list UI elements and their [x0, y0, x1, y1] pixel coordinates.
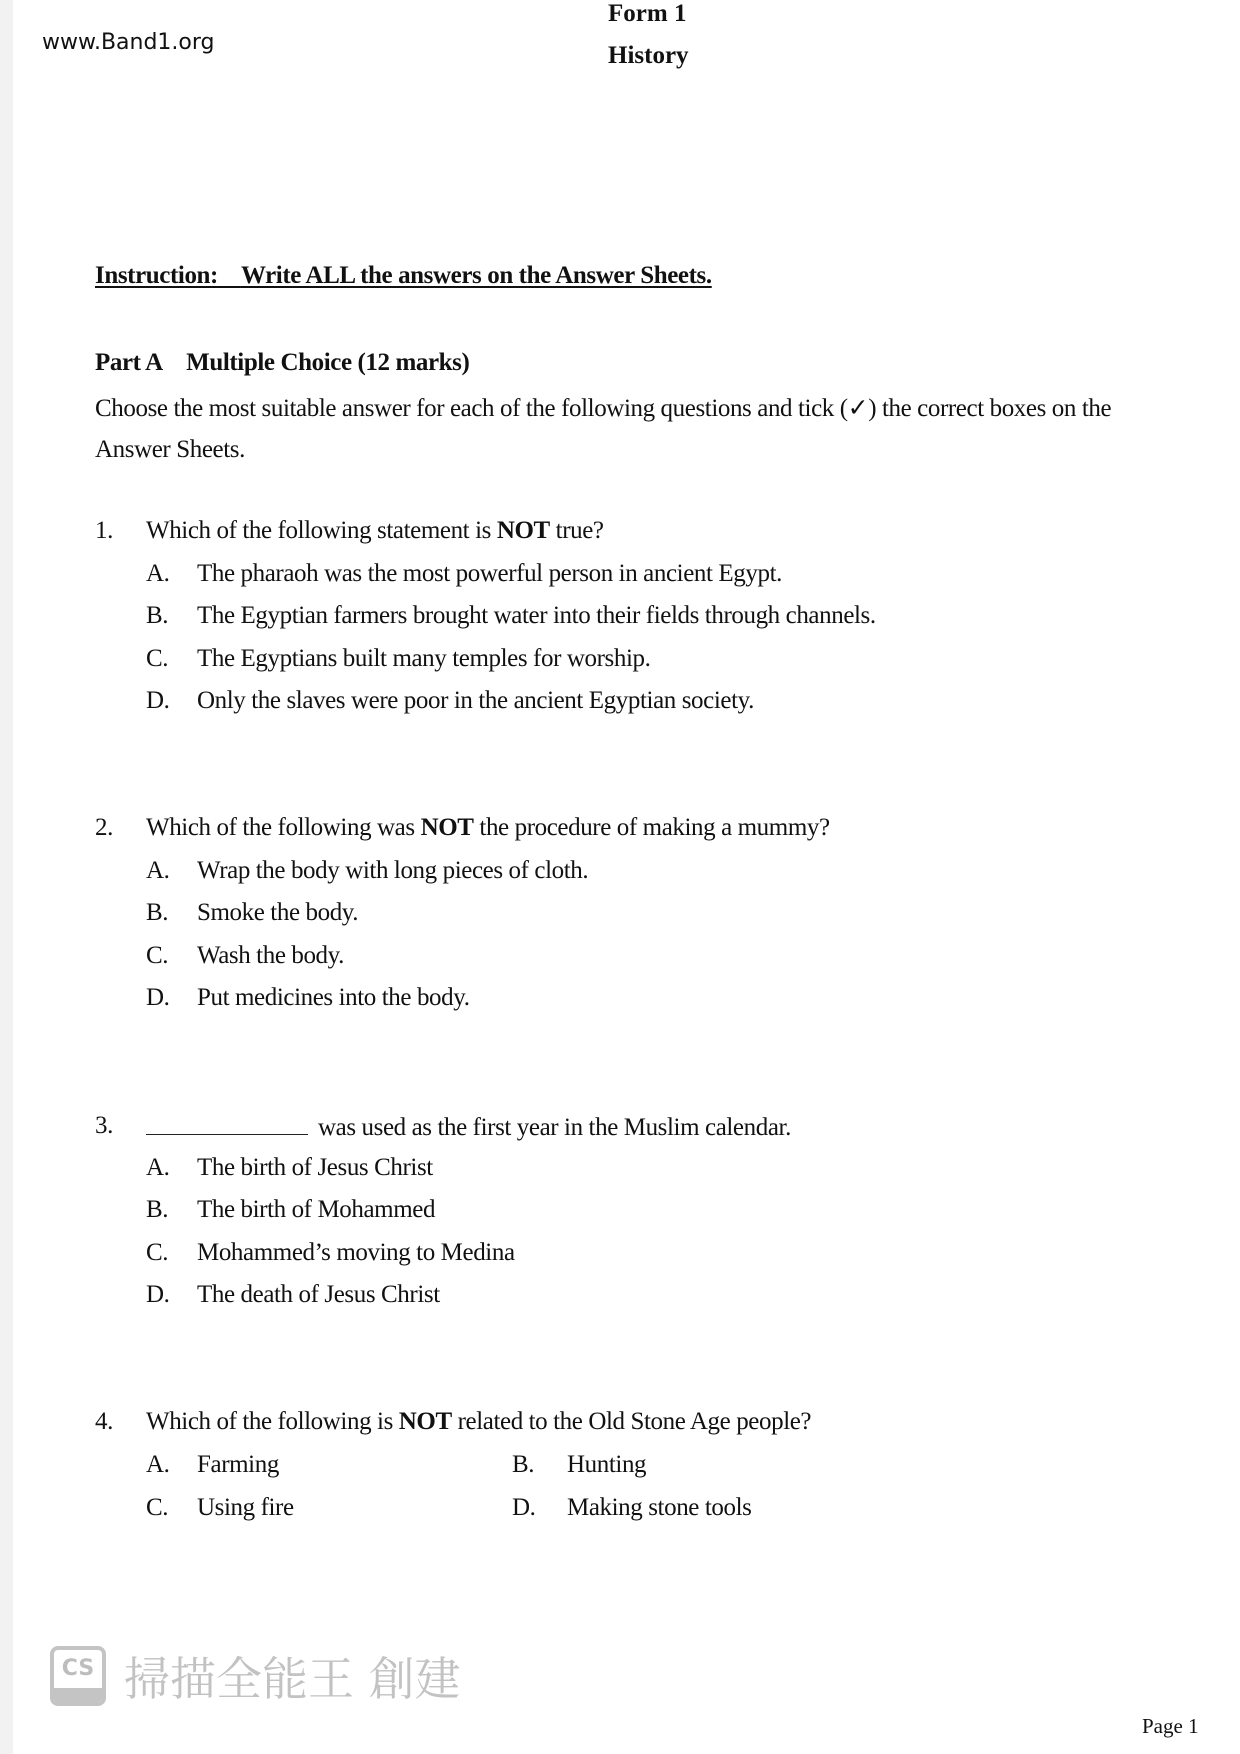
- form-heading: Form 1: [608, 0, 687, 27]
- stem-post: related to the Old Stone Age people?: [451, 1408, 812, 1435]
- question-stem: [146, 517, 604, 545]
- option-letter: B.: [512, 1451, 535, 1478]
- option-text: The death of Jesus Christ: [197, 1281, 440, 1308]
- option-letter: C.: [146, 942, 169, 969]
- option-letter: D.: [512, 1494, 536, 1521]
- stem-pre: Which of the following statement is: [146, 517, 497, 544]
- option-text: The Egyptians built many temples for worship.: [197, 645, 651, 672]
- option-text: Wrap the body with long pieces of cloth.: [197, 857, 589, 884]
- option-text: Wash the body.: [197, 942, 344, 969]
- scanner-watermark: [50, 1643, 461, 1709]
- question-stem: [146, 1112, 791, 1142]
- stem-pre: Which of the following was: [146, 814, 421, 841]
- option-letter: B.: [146, 602, 169, 629]
- part-subtitle: Multiple Choice (12 marks): [186, 349, 470, 376]
- option-letter: C.: [146, 1494, 169, 1521]
- camscanner-logo-icon: CS: [50, 1646, 106, 1706]
- stem-emphasis: NOT: [420, 814, 474, 841]
- option-letter: B.: [146, 899, 169, 926]
- stem-pre: Which of the following is: [146, 1408, 399, 1435]
- part-a-heading: [95, 349, 469, 377]
- site-watermark: www.Band1.org: [42, 30, 215, 55]
- instruction-text: Write ALL the answers on the Answer Sheets.: [240, 262, 712, 289]
- question-number: 2.: [95, 814, 113, 841]
- option-letter: C.: [146, 1239, 169, 1266]
- option-text: Smoke the body.: [197, 899, 359, 926]
- question-number: 4.: [95, 1408, 113, 1435]
- question-stem: [146, 1408, 811, 1436]
- scanner-watermark-text: 掃描全能王 創建: [124, 1652, 461, 1706]
- option-text: Farming: [197, 1451, 279, 1478]
- answer-blank: [146, 1112, 308, 1135]
- option-letter: A.: [146, 560, 170, 587]
- question-number: 1.: [95, 517, 113, 544]
- stem-post: was used as the first year in the Muslim calendar.: [318, 1114, 791, 1141]
- option-letter: B.: [146, 1196, 169, 1223]
- option-letter: D.: [146, 1281, 170, 1308]
- part-title: Part A: [95, 349, 163, 376]
- option-letter: C.: [146, 645, 169, 672]
- option-letter: A.: [146, 1154, 170, 1181]
- option-text: The Egyptian farmers brought water into their fields through channels.: [197, 602, 876, 629]
- directions-line-1: Choose the most suitable answer for each of the following questions and tick (✓) the correct boxes on the: [95, 395, 1112, 422]
- subject-heading: History: [608, 42, 689, 69]
- option-text: Mohammed’s moving to Medina: [197, 1239, 515, 1266]
- scan-edge: [0, 0, 13, 1754]
- instruction-label: Instruction:: [95, 262, 218, 289]
- instruction: [95, 262, 712, 290]
- option-letter: A.: [146, 1451, 170, 1478]
- option-letter: A.: [146, 857, 170, 884]
- question-stem: [146, 814, 830, 842]
- stem-emphasis: NOT: [398, 1408, 452, 1435]
- page-number: Page 1: [1142, 1714, 1199, 1738]
- option-text: Making stone tools: [567, 1494, 752, 1521]
- option-text: Only the slaves were poor in the ancient Egyptian society.: [197, 687, 754, 714]
- option-text: Hunting: [567, 1451, 647, 1478]
- option-text: Put medicines into the body.: [197, 984, 470, 1011]
- option-text: The pharaoh was the most powerful person in ancient Egypt.: [197, 560, 782, 587]
- stem-emphasis: NOT: [496, 517, 550, 544]
- option-letter: D.: [146, 687, 170, 714]
- option-text: Using fire: [197, 1494, 294, 1521]
- directions-line-2: Answer Sheets.: [95, 436, 245, 463]
- option-text: The birth of Jesus Christ: [197, 1154, 433, 1181]
- option-text: The birth of Mohammed: [197, 1196, 436, 1223]
- question-number: 3.: [95, 1112, 113, 1139]
- option-letter: D.: [146, 984, 170, 1011]
- stem-post: true?: [549, 517, 604, 544]
- stem-post: the procedure of making a mummy?: [473, 814, 830, 841]
